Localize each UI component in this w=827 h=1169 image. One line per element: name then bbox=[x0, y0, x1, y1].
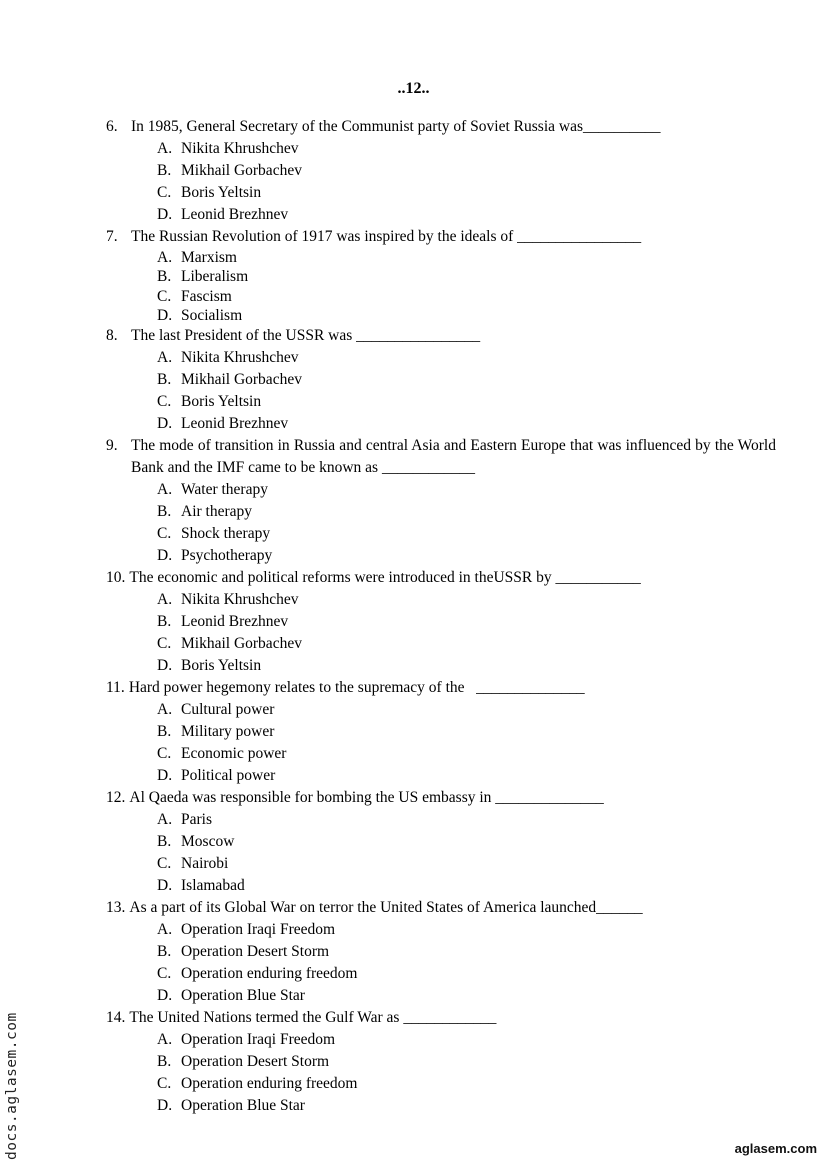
option-letter: C. bbox=[157, 525, 172, 543]
option-text: Political power bbox=[181, 767, 276, 785]
option-letter: A. bbox=[157, 249, 173, 266]
option-letter: B. bbox=[157, 162, 172, 179]
question-number: 11. bbox=[106, 679, 125, 697]
option-text: Nikita Khrushchev bbox=[181, 591, 299, 609]
option-text: Operation Blue Star bbox=[181, 987, 305, 1005]
option-b bbox=[157, 501, 776, 523]
option-letter: B. bbox=[157, 833, 172, 851]
option-letter: B. bbox=[157, 1053, 172, 1071]
question-number: 14. bbox=[106, 1009, 126, 1027]
options-list bbox=[106, 248, 776, 325]
option-letter: C. bbox=[157, 1075, 172, 1093]
option-d bbox=[157, 655, 776, 677]
option-text: Liberalism bbox=[181, 268, 249, 286]
option-text: Socialism bbox=[181, 306, 243, 324]
option-letter: D. bbox=[157, 547, 173, 565]
option-b bbox=[157, 267, 776, 286]
question-10 bbox=[106, 567, 776, 677]
option-c bbox=[157, 853, 776, 875]
option-a bbox=[157, 479, 776, 501]
side-watermark: docs.aglasem.com bbox=[4, 1012, 20, 1160]
option-letter: A. bbox=[157, 1031, 173, 1049]
question-6 bbox=[106, 116, 776, 226]
options-list bbox=[106, 589, 776, 677]
options-list bbox=[106, 919, 776, 1007]
question-text: As a part of its Global War on terror the United States of America launched______ bbox=[129, 899, 643, 917]
option-text: Boris Yeltsin bbox=[181, 657, 262, 675]
question-text: The mode of transition in Russia and central Asia and Eastern Europe that was influenced by the World Bank and the IMF came to be known as ____________ bbox=[131, 437, 776, 477]
option-text: Mikhail Gorbachev bbox=[181, 162, 302, 179]
question-number: 13. bbox=[106, 899, 126, 917]
option-letter: C. bbox=[157, 745, 172, 763]
option-d bbox=[157, 1095, 776, 1117]
question-text: Al Qaeda was responsible for bombing the US embassy in ______________ bbox=[129, 789, 604, 807]
option-a bbox=[157, 589, 776, 611]
option-d bbox=[157, 545, 776, 567]
option-text: Leonid Brezhnev bbox=[181, 613, 289, 631]
option-letter: B. bbox=[157, 613, 172, 631]
question-8 bbox=[106, 325, 776, 435]
option-text: Moscow bbox=[181, 833, 235, 851]
option-text: Water therapy bbox=[181, 481, 268, 499]
option-b bbox=[157, 941, 776, 963]
option-letter: B. bbox=[157, 371, 172, 389]
option-text: Operation Desert Storm bbox=[181, 943, 330, 961]
option-letter: A. bbox=[157, 591, 173, 609]
option-text: Psychotherapy bbox=[181, 547, 273, 565]
option-a bbox=[157, 919, 776, 941]
option-letter: A. bbox=[157, 921, 173, 939]
option-letter: D. bbox=[157, 877, 173, 895]
option-text: Nairobi bbox=[181, 855, 229, 873]
option-text: Leonid Brezhnev bbox=[181, 206, 289, 223]
option-c bbox=[157, 633, 776, 655]
option-text: Paris bbox=[181, 811, 212, 829]
option-a bbox=[157, 1029, 776, 1051]
question-text: The Russian Revolution of 1917 was inspired by the ideals of ________________ bbox=[131, 228, 642, 245]
option-a bbox=[157, 699, 776, 721]
option-text: Mikhail Gorbachev bbox=[181, 371, 302, 389]
option-text: Boris Yeltsin bbox=[181, 184, 262, 201]
option-d bbox=[157, 306, 776, 325]
option-text: Operation Iraqi Freedom bbox=[181, 921, 336, 939]
option-d bbox=[157, 985, 776, 1007]
option-a bbox=[157, 138, 776, 160]
option-letter: A. bbox=[157, 140, 173, 157]
option-text: Mikhail Gorbachev bbox=[181, 635, 302, 653]
option-d bbox=[157, 765, 776, 787]
option-text: Economic power bbox=[181, 745, 287, 763]
option-text: Boris Yeltsin bbox=[181, 393, 262, 411]
question-text: The United Nations termed the Gulf War as ____________ bbox=[129, 1009, 497, 1027]
option-text: Operation Desert Storm bbox=[181, 1053, 330, 1071]
option-c bbox=[157, 1073, 776, 1095]
option-letter: A. bbox=[157, 701, 173, 719]
option-text: Nikita Khrushchev bbox=[181, 140, 299, 157]
option-text: Operation Iraqi Freedom bbox=[181, 1031, 336, 1049]
option-letter: D. bbox=[157, 306, 173, 324]
question-13 bbox=[106, 897, 776, 1007]
option-b bbox=[157, 369, 776, 391]
option-text: Shock therapy bbox=[181, 525, 271, 543]
question-number: 10. bbox=[106, 569, 126, 587]
option-c bbox=[157, 743, 776, 765]
option-d bbox=[157, 413, 776, 435]
question-9 bbox=[106, 435, 776, 567]
page-number: ..12.. bbox=[397, 80, 430, 97]
option-text: Islamabad bbox=[181, 877, 245, 895]
question-7 bbox=[106, 226, 776, 325]
option-letter: D. bbox=[157, 767, 173, 785]
option-b bbox=[157, 831, 776, 853]
option-text: Air therapy bbox=[181, 503, 253, 521]
option-letter: D. bbox=[157, 206, 173, 223]
option-letter: C. bbox=[157, 393, 172, 411]
option-a bbox=[157, 248, 776, 267]
question-list bbox=[106, 116, 776, 1117]
option-c bbox=[157, 182, 776, 204]
option-text: Nikita Khrushchev bbox=[181, 349, 299, 367]
options-list bbox=[106, 1029, 776, 1117]
options-list bbox=[106, 809, 776, 897]
question-text: The economic and political reforms were introduced in theUSSR by ___________ bbox=[129, 569, 641, 587]
option-text: Operation Blue Star bbox=[181, 1097, 305, 1115]
question-number: 9. bbox=[106, 437, 118, 455]
option-letter: D. bbox=[157, 987, 173, 1005]
option-d bbox=[157, 875, 776, 897]
question-number: 8. bbox=[106, 327, 118, 345]
options-list bbox=[106, 479, 776, 567]
option-letter: B. bbox=[157, 943, 172, 961]
option-a bbox=[157, 809, 776, 831]
option-letter: A. bbox=[157, 349, 173, 367]
option-c bbox=[157, 523, 776, 545]
option-letter: C. bbox=[157, 635, 172, 653]
option-letter: D. bbox=[157, 415, 173, 433]
option-letter: C. bbox=[157, 855, 172, 873]
question-text: Hard power hegemony relates to the supremacy of the ______________ bbox=[128, 679, 585, 697]
option-text: Leonid Brezhnev bbox=[181, 415, 289, 433]
options-list bbox=[106, 699, 776, 787]
option-letter: A. bbox=[157, 811, 173, 829]
options-list bbox=[106, 138, 776, 226]
option-letter: B. bbox=[157, 503, 172, 521]
option-text: Operation enduring freedom bbox=[181, 965, 358, 983]
option-c bbox=[157, 391, 776, 413]
question-number: 6. bbox=[106, 118, 118, 135]
option-letter: B. bbox=[157, 723, 172, 741]
option-letter: C. bbox=[157, 965, 172, 983]
options-list bbox=[106, 347, 776, 435]
question-text: The last President of the USSR was ________________ bbox=[131, 327, 481, 345]
question-number: 12. bbox=[106, 789, 126, 807]
option-d bbox=[157, 204, 776, 226]
option-letter: B. bbox=[157, 268, 172, 286]
option-text: Military power bbox=[181, 723, 275, 741]
option-c bbox=[157, 963, 776, 985]
option-letter: D. bbox=[157, 657, 173, 675]
option-b bbox=[157, 160, 776, 182]
question-14 bbox=[106, 1007, 776, 1117]
option-letter: A. bbox=[157, 481, 173, 499]
option-text: Fascism bbox=[181, 287, 232, 305]
question-11 bbox=[106, 677, 776, 787]
option-text: Operation enduring freedom bbox=[181, 1075, 358, 1093]
option-letter: C. bbox=[157, 184, 172, 201]
question-number: 7. bbox=[106, 228, 118, 245]
question-text: In 1985, General Secretary of the Communist party of Soviet Russia was__________ bbox=[131, 118, 661, 135]
question-12 bbox=[106, 787, 776, 897]
option-b bbox=[157, 1051, 776, 1073]
option-text: Cultural power bbox=[181, 701, 275, 719]
option-b bbox=[157, 611, 776, 633]
option-a bbox=[157, 347, 776, 369]
option-letter: C. bbox=[157, 287, 172, 305]
option-b bbox=[157, 721, 776, 743]
corner-watermark: aglasem.com bbox=[734, 1141, 817, 1156]
option-letter: D. bbox=[157, 1097, 173, 1115]
option-c bbox=[157, 287, 776, 306]
option-text: Marxism bbox=[181, 249, 237, 266]
